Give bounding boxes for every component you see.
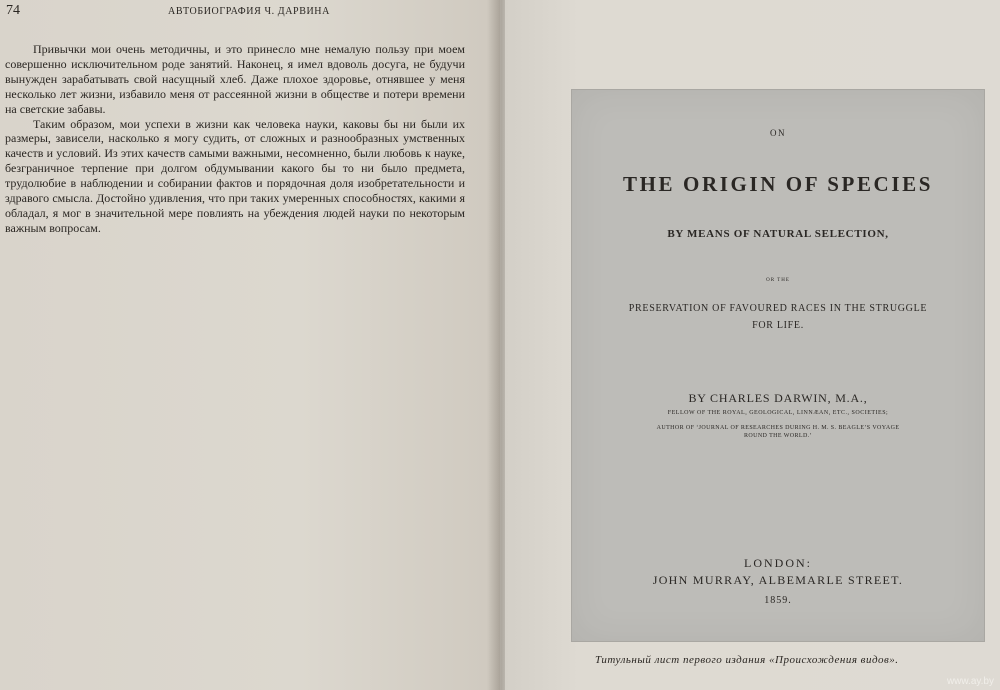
title-page-preservation-line1: PRESERVATION OF FAVOURED RACES IN THE STRUGGLE xyxy=(628,303,928,314)
title-page-subtitle: BY MEANS OF NATURAL SELECTION, xyxy=(667,228,889,240)
title-page-year: 1859. xyxy=(764,595,792,606)
title-page-author-of: AUTHOR OF ‘JOURNAL OF RESEARCHES DURING H. M. S. BEAGLE’S VOYAGE xyxy=(656,425,900,431)
title-page-fellow: FELLOW OF THE ROYAL, GEOLOGICAL, LINNÆAN, ETC., SOCIETIES; xyxy=(667,410,889,416)
title-page-on: ON xyxy=(770,128,786,138)
running-head xyxy=(6,3,486,21)
running-title: АВТОБИОГРАФИЯ Ч. ДАРВИНА xyxy=(168,6,330,17)
paragraph: Таким образом, мои успехи в жизни как человека науки, каковы бы ни были их размеры, зависели, насколько я могу судить, от сложных и разнообразных умственных качеств и условий. Из этих качеств самыми важными, несомненно, были любовь к науке, безграничное терпение при долгом обдумывании какого бы то ни было предмета, трудолюбие в наблюдении и собирании фактов и порядочная доля изобретательности и здравого смысла. Достойно удивления, что при таких умеренных способностях, какими я обладал, я мог в значительной мере повлиять на убеждения людей науки по некоторым важным вопросам. xyxy=(5,116,465,235)
body-text xyxy=(5,42,465,236)
figure-caption: Титульный лист первого издания «Происхождения видов». xyxy=(595,654,899,666)
watermark: www.ay.by xyxy=(946,676,994,687)
page-number: 74 xyxy=(6,3,20,18)
right-page xyxy=(505,0,1000,690)
title-page-round-world: ROUND THE WORLD.’ xyxy=(743,433,813,439)
title-page-publisher: JOHN MURRAY, ALBEMARLE STREET. xyxy=(652,573,904,587)
title-page-preservation-line2: FOR LIFE. xyxy=(752,320,804,331)
title-page-author: BY CHARLES DARWIN, M.A., xyxy=(688,391,868,405)
title-page-city: LONDON: xyxy=(744,556,812,570)
title-page-plate xyxy=(571,89,985,642)
title-page-or-the: OR THE xyxy=(766,278,790,283)
title-page-title: THE ORIGIN OF SPECIES xyxy=(623,172,933,196)
paragraph: Привычки мои очень методичны, и это принесло мне немалую пользу при моем совершенно исключительном роде занятий. Наконец, я имел вдоволь досуга, не будучи вынужден зарабатывать свой насущный хлеб. Даже плохое здоровье, отнявшее у меня несколько лет жизни, избавило меня от рассеянной жизни в обществе и потери времени на светские забавы. xyxy=(5,42,465,116)
